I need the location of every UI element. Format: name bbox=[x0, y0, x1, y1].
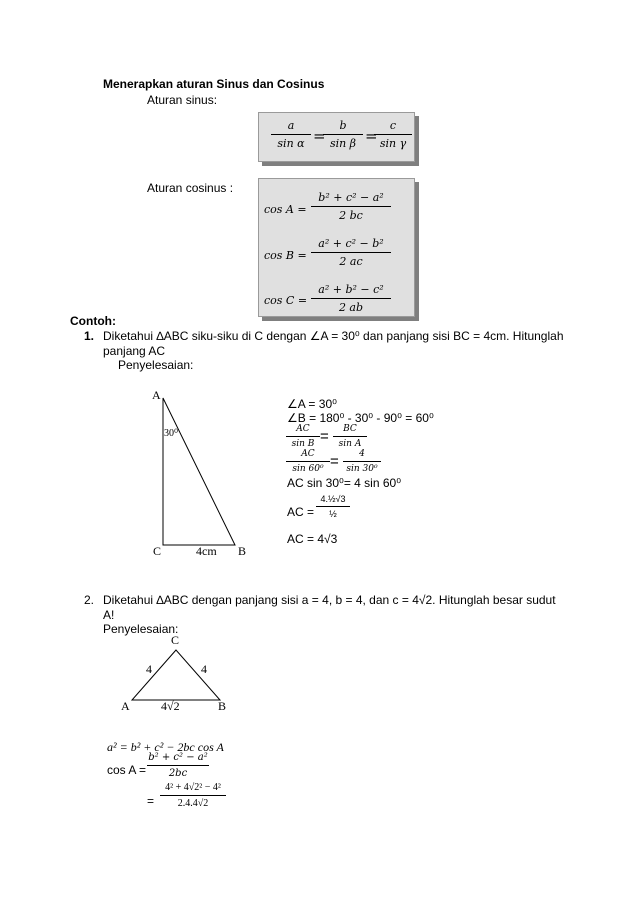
sine-rule-label: Aturan sinus: bbox=[147, 93, 218, 107]
cos-b-label: cos B = bbox=[264, 249, 307, 262]
vertex-c-label: C bbox=[171, 633, 180, 647]
cos-c-label: cos C = bbox=[264, 294, 308, 307]
example2-number: 2. bbox=[84, 593, 95, 607]
side-a-label: 4 bbox=[201, 662, 207, 676]
example2-solution-label: Penyelesaian: bbox=[103, 622, 179, 636]
side-b-label: 4 bbox=[146, 662, 152, 676]
example1-solution-label: Penyelesaian: bbox=[118, 358, 194, 372]
vertex-a-label: A bbox=[152, 388, 161, 402]
vertex-a-label: A bbox=[121, 699, 130, 713]
step-cross-multiply: AC sin 30⁰= 4 sin 60⁰ bbox=[287, 476, 402, 490]
example2-question: Diketahui ∆ABC dengan panjang sisi a = 4, b = 4, dan c = 4√2. Hitunglah besar sudut bbox=[103, 593, 556, 607]
cos-a-label: cos A = bbox=[264, 203, 307, 216]
vertex-b-label: B bbox=[218, 699, 227, 713]
sine-frac-c: $\frac{c}{\text{sin γ}}$ bbox=[374, 119, 412, 150]
example2-question-cont: A! bbox=[103, 608, 115, 622]
equals-sign: = bbox=[147, 794, 155, 808]
cosine-rule-label: Aturan cosinus : bbox=[147, 181, 234, 195]
sine-frac-b: $\frac{b}{\text{sin β}}$ bbox=[323, 119, 363, 150]
step-ratio-bc: $\frac{BC}{\text{sin A}}$ bbox=[333, 424, 367, 449]
equals-sign: = bbox=[365, 127, 378, 145]
example1-question: Diketahui ∆ABC siku-siku di C dengan ∠A = 30⁰ dan panjang sisi BC = 4cm. Hitunglah bbox=[103, 329, 564, 343]
angle-label: 30⁰ bbox=[164, 428, 179, 439]
cos-a-frac: $\frac{\text{b² + c² − a²}}{2 bc}$ bbox=[311, 191, 391, 222]
step-ac-result: AC = 4√3 bbox=[287, 532, 338, 546]
vertex-c-label: C bbox=[153, 544, 162, 558]
cos-a-frac: $\frac{\text{b² + c² − a²}}{2bc}$ bbox=[148, 752, 208, 779]
step-angle-a: ∠A = 30⁰ bbox=[287, 397, 337, 411]
example1-number: 1. bbox=[84, 329, 95, 343]
examples-title: Contoh: bbox=[70, 314, 116, 328]
cos-b-frac: $\frac{\text{a² + c² − b²}}{2 ac}$ bbox=[311, 237, 391, 268]
step-ratio-ac-60: $\frac{AC}{\text{sin 60⁰}}$ bbox=[286, 449, 330, 474]
sine-rule-box bbox=[258, 112, 415, 162]
cosine-rule-box bbox=[258, 178, 415, 317]
equals-sign: = bbox=[330, 453, 339, 470]
right-triangle-figure bbox=[145, 390, 255, 550]
side-bc-label: 4cm bbox=[196, 544, 217, 558]
step-ratio-ac: $\frac{AC}{\text{sin B}}$ bbox=[286, 424, 320, 449]
cos-a-label: cos A = bbox=[107, 763, 147, 777]
side-c-label: 4√2 bbox=[161, 699, 180, 713]
cosine-law-equation: a² = b² + c² − 2bc cos A bbox=[107, 740, 224, 754]
sine-frac-a: $\frac{a}{\text{sin α}}$ bbox=[271, 119, 311, 150]
step-ac-frac: 4.½√3 ½ bbox=[316, 494, 350, 519]
section-title: Menerapkan aturan Sinus dan Cosinus bbox=[103, 77, 325, 91]
equals-sign: = bbox=[313, 127, 326, 145]
vertex-b-label: B bbox=[238, 544, 247, 558]
substitution-frac: $\frac{\text{4² + 4√2² − 4²}}{2.4.4√2}$ bbox=[160, 782, 226, 809]
cos-c-frac: $\frac{\text{a² + b² − c²}}{2 ab}$ bbox=[311, 283, 391, 314]
step-ac-label: AC = bbox=[287, 505, 315, 519]
step-angle-b: ∠B = 180⁰ - 30⁰ - 90⁰ = 60⁰ bbox=[287, 411, 434, 425]
equals-sign: = bbox=[320, 428, 329, 445]
example1-question-cont: panjang AC bbox=[103, 344, 166, 358]
step-ratio-4-30: $\frac{4}{\text{sin 30⁰}}$ bbox=[343, 449, 381, 474]
